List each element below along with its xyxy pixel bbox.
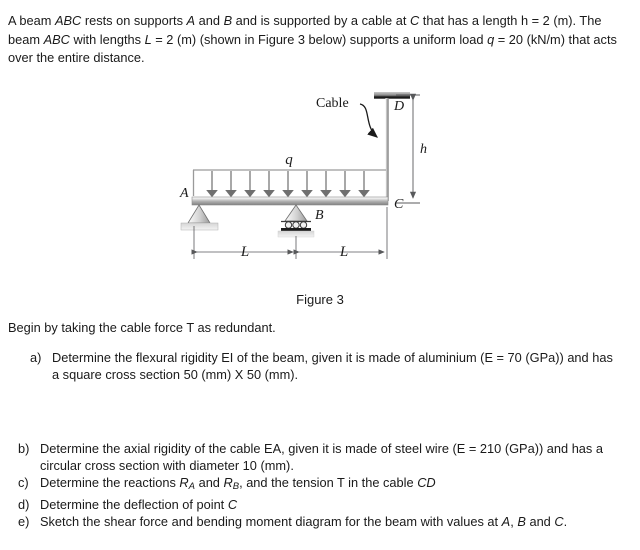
question-marker-a: a) [30, 350, 42, 365]
intro-line2-pre: The beam [8, 13, 602, 47]
cable-member-cd [386, 98, 389, 201]
question-b-line1: Determine the axial rigidity of the cable EA, given it is made of steel wire (E = 210 (GPa)) and [40, 441, 569, 456]
question-c-rb: R [223, 475, 233, 490]
intro-line1-pre: A beam [8, 13, 55, 28]
question-c-cd: CD [417, 475, 436, 490]
support-b-roller [278, 205, 314, 237]
question-e-a: A [501, 514, 511, 529]
question-item-c [18, 475, 624, 496]
support-a-triangle [188, 205, 210, 223]
support-a-base [181, 223, 218, 230]
intro-line1-mid1: rests on supports [81, 13, 187, 28]
intro-line1-mid2: and [195, 13, 224, 28]
cable-leader-arrow [360, 104, 377, 137]
beam-diagram-svg [0, 86, 640, 286]
support-b-rollers [285, 222, 306, 228]
label-point-d: D [394, 99, 405, 114]
figure-3 [0, 86, 640, 311]
intro-a-1: A [186, 13, 196, 28]
intro-line2-mid2: = 2 (m) (shown in Figure 3 below) supports a uniform load [151, 31, 488, 47]
load-arrows [212, 171, 364, 192]
question-e-post: . [563, 514, 568, 529]
question-marker-e: e) [18, 514, 30, 529]
question-c-pre: Determine the reactions [40, 475, 180, 490]
intro-L: L [144, 31, 152, 47]
figure-caption: Figure 3 [296, 292, 344, 307]
label-point-c: C [394, 197, 404, 212]
support-a-pin [181, 205, 218, 230]
label-point-b: B [315, 208, 324, 223]
question-item-b [18, 441, 624, 474]
label-load-q: q [285, 152, 293, 168]
intro-line2-mid1: with lengths [69, 31, 145, 47]
intro-b-1: B [223, 13, 233, 28]
intro-c-1: C [409, 13, 420, 28]
question-list-bcde [18, 441, 624, 532]
question-marker-d: d) [18, 496, 30, 512]
intro-line1-end: that has a length h = 2 (m). [419, 13, 577, 28]
question-text-c [40, 475, 624, 496]
support-b-triangle [285, 205, 307, 221]
question-a-line2: and has a square cross section 50 (mm) X 50 (mm). [52, 350, 613, 382]
question-item-d [18, 497, 624, 514]
question-e-pre: Sketch the shear force and bending moment diagram for the beam with values at [40, 514, 502, 529]
intro-abc-1: ABC [54, 13, 82, 28]
question-text-d [40, 497, 624, 514]
redundant-note: Begin by taking the cable force T as redundant. [8, 320, 276, 335]
intro-q: q [487, 31, 495, 47]
question-text-a [52, 350, 620, 383]
question-e-mid1: , [510, 514, 518, 529]
intro-line1-mid3: and is supported by a cable at [232, 13, 410, 28]
question-e-c: C [554, 514, 564, 529]
question-c-ra-sub: A [188, 481, 196, 492]
question-c-post: , and the tension T in the cable [239, 475, 418, 490]
question-c-rb-sub: B [232, 481, 240, 492]
question-list-a [30, 350, 620, 384]
question-c-ra: R [179, 475, 189, 490]
intro-line2-end: = 20 [494, 31, 524, 47]
question-b-line2: has a circular cross section with diameter 10 (mm). [40, 441, 603, 473]
intro-paragraph [8, 12, 626, 68]
question-a-line1: Determine the flexural rigidity EI of the beam, given it is made of aluminium (E = 70 (GPa)) [52, 350, 564, 365]
beam-abc [192, 197, 388, 205]
question-marker-c: c) [18, 475, 29, 490]
label-point-a: A [180, 186, 189, 201]
question-marker-b: b) [18, 441, 30, 456]
intro-abc-2: ABC [43, 31, 70, 47]
label-span-left: L [240, 244, 250, 260]
question-item-e [18, 514, 624, 531]
question-d-pre: Determine the deflection of point [40, 496, 228, 512]
question-e-mid2: and [525, 514, 555, 529]
question-d-c: C [227, 496, 238, 512]
label-height-h: h [420, 142, 427, 157]
label-cable: Cable [316, 96, 349, 111]
question-text-e [40, 514, 624, 531]
intro-line3: (kN/m) that acts over the entire distance. [8, 31, 617, 65]
distributed-load-q [193, 152, 386, 196]
support-b-ground-bar [281, 228, 311, 231]
question-text-b [40, 441, 624, 474]
question-e-b: B [517, 514, 526, 529]
question-c-mid: and [195, 475, 224, 490]
label-span-right: L [339, 244, 349, 260]
question-item-a [30, 350, 620, 383]
